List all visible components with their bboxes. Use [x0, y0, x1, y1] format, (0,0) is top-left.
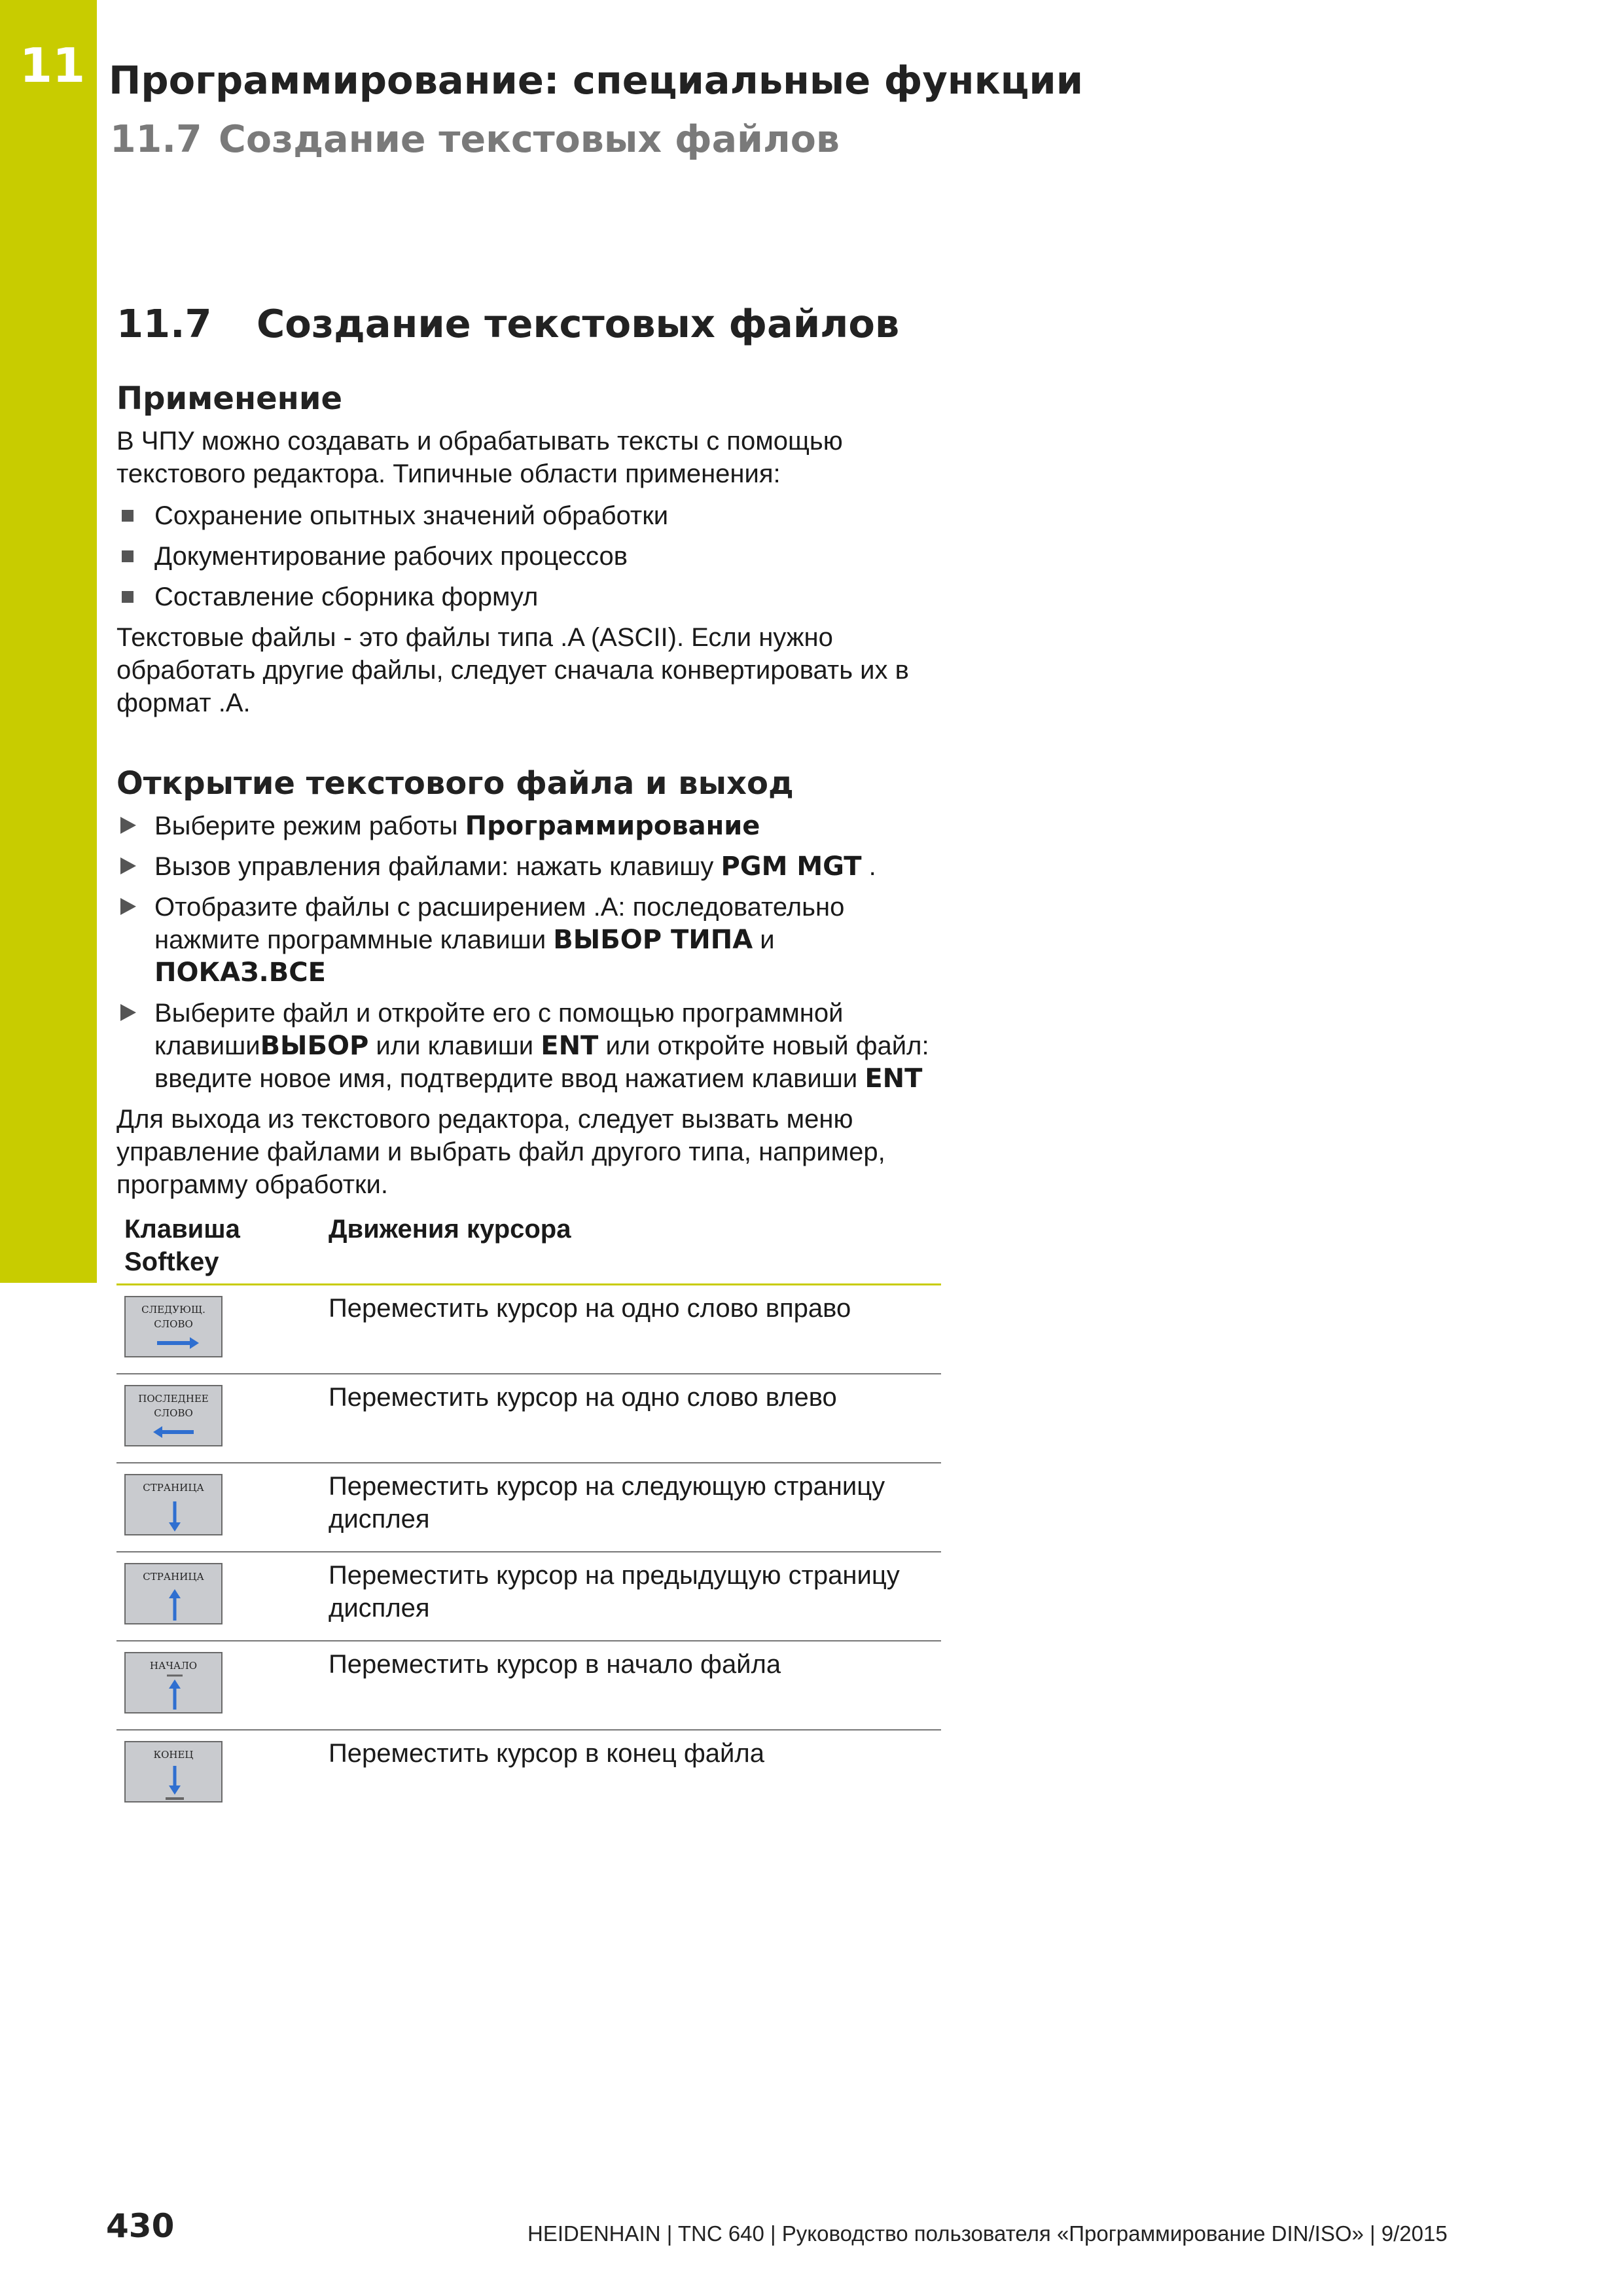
chapter-number: 11 [20, 38, 86, 93]
section-number: 11.7 [116, 301, 212, 346]
row-description: Переместить курсор на предыдущую страницу дисплея [321, 1552, 941, 1641]
file-type-note: Текстовые файлы - это файлы типа .A (ASCII). Если нужно обработать другие файлы, следует сначала конвертировать их в формат .A. [116, 623, 909, 717]
step-item: Выберите файл и откройте его с помощью программной клавишиВЫБОР или клавиши ENT или откройте новый файл: введите новое имя, подтвердите ввод нажатием клавиши ENT [116, 997, 941, 1095]
row-description: Переместить курсор в конец файла [329, 1739, 764, 1768]
triangle-bullet-icon [120, 898, 136, 915]
row-description: Переместить курсор на одно слово вправо [321, 1285, 941, 1374]
exit-instructions: Для выхода из текстового редактора, следует вызвать меню управление файлами и выбрать файл другого типа, например, программу обработки. [116, 1105, 885, 1199]
running-section-number: 11.7 [110, 118, 202, 161]
triangle-bullet-icon [120, 817, 136, 834]
open-steps-list [116, 810, 941, 1095]
table-row [116, 1285, 941, 1374]
table-row [116, 1374, 941, 1463]
section-title: Создание текстовых файлов [257, 301, 900, 346]
square-bullet-icon [122, 510, 134, 522]
step-item: Вызов управления файлами: нажать клавишу PGM MGT . [116, 850, 941, 883]
page-number: 430 [106, 2207, 175, 2245]
arrow-down-icon [126, 1475, 224, 1537]
arrow-up-icon [126, 1564, 224, 1626]
square-bullet-icon [122, 591, 134, 603]
arrow-up-to-top-icon [126, 1653, 224, 1715]
table-row [116, 1730, 941, 1818]
softkey-previous-word[interactable]: ПОСЛЕДНЕЕ СЛОВО [124, 1385, 223, 1446]
triangle-bullet-icon [120, 1004, 136, 1021]
softkey-next-word[interactable]: СЛЕДУЮЩ. СЛОВО [124, 1296, 223, 1357]
step-item: Отобразите файлы с расширением .A: последовательно нажмите программные клавиши ВЫБОР ТИПА и ПОКАЗ.ВСЕ [116, 891, 941, 989]
footer-text: HEIDENHAIN | TNC 640 | Руководство пользователя «Программирование DIN/ISO» | 9/2015 [527, 2221, 1448, 2246]
open-exit-heading: Открытие текстового файла и выход [116, 765, 794, 802]
column-header-key: Клавиша Softkey [116, 1211, 321, 1285]
list-item: Сохранение опытных значений обработки [116, 499, 941, 532]
application-list [116, 499, 941, 613]
column-header-movement: Движения курсора [321, 1211, 941, 1285]
square-bullet-icon [122, 550, 134, 562]
table-row [116, 1552, 941, 1641]
application-heading: Применение [116, 380, 343, 417]
softkey-page-up[interactable]: СТРАНИЦА [124, 1563, 223, 1624]
row-description: Переместить курсор на одно слово влево [321, 1374, 941, 1463]
table-header-row [116, 1211, 941, 1285]
softkey-file-begin[interactable]: НАЧАЛО [124, 1652, 223, 1713]
section-heading [116, 301, 941, 346]
softkey-page-down[interactable]: СТРАНИЦА [124, 1474, 223, 1535]
cursor-keys-table [116, 1211, 941, 1818]
row-description: Переместить курсор на следующую страницу дисплея [321, 1463, 941, 1552]
arrow-left-icon [126, 1386, 224, 1448]
list-item: Документирование рабочих процессов [116, 540, 941, 573]
page-content [116, 301, 941, 1818]
softkey-file-end[interactable]: КОНЕЦ [124, 1741, 223, 1803]
list-item: Составление сборника формул [116, 581, 941, 613]
running-section-header [110, 118, 840, 161]
table-row [116, 1641, 941, 1730]
arrow-right-icon [126, 1297, 224, 1359]
chapter-title: Программирование: специальные функции [109, 58, 1084, 103]
arrow-down-to-bottom-icon [126, 1742, 224, 1804]
application-intro: В ЧПУ можно создавать и обрабатывать тексты с помощью текстового редактора. Типичные области применения: [116, 427, 843, 488]
triangle-bullet-icon [120, 857, 136, 874]
row-description: Переместить курсор в начало файла [321, 1641, 941, 1730]
chapter-side-bar [0, 0, 97, 1283]
table-row [116, 1463, 941, 1552]
step-item: Выберите режим работы Программирование [116, 810, 941, 842]
running-section-title: Создание текстовых файлов [219, 118, 840, 161]
